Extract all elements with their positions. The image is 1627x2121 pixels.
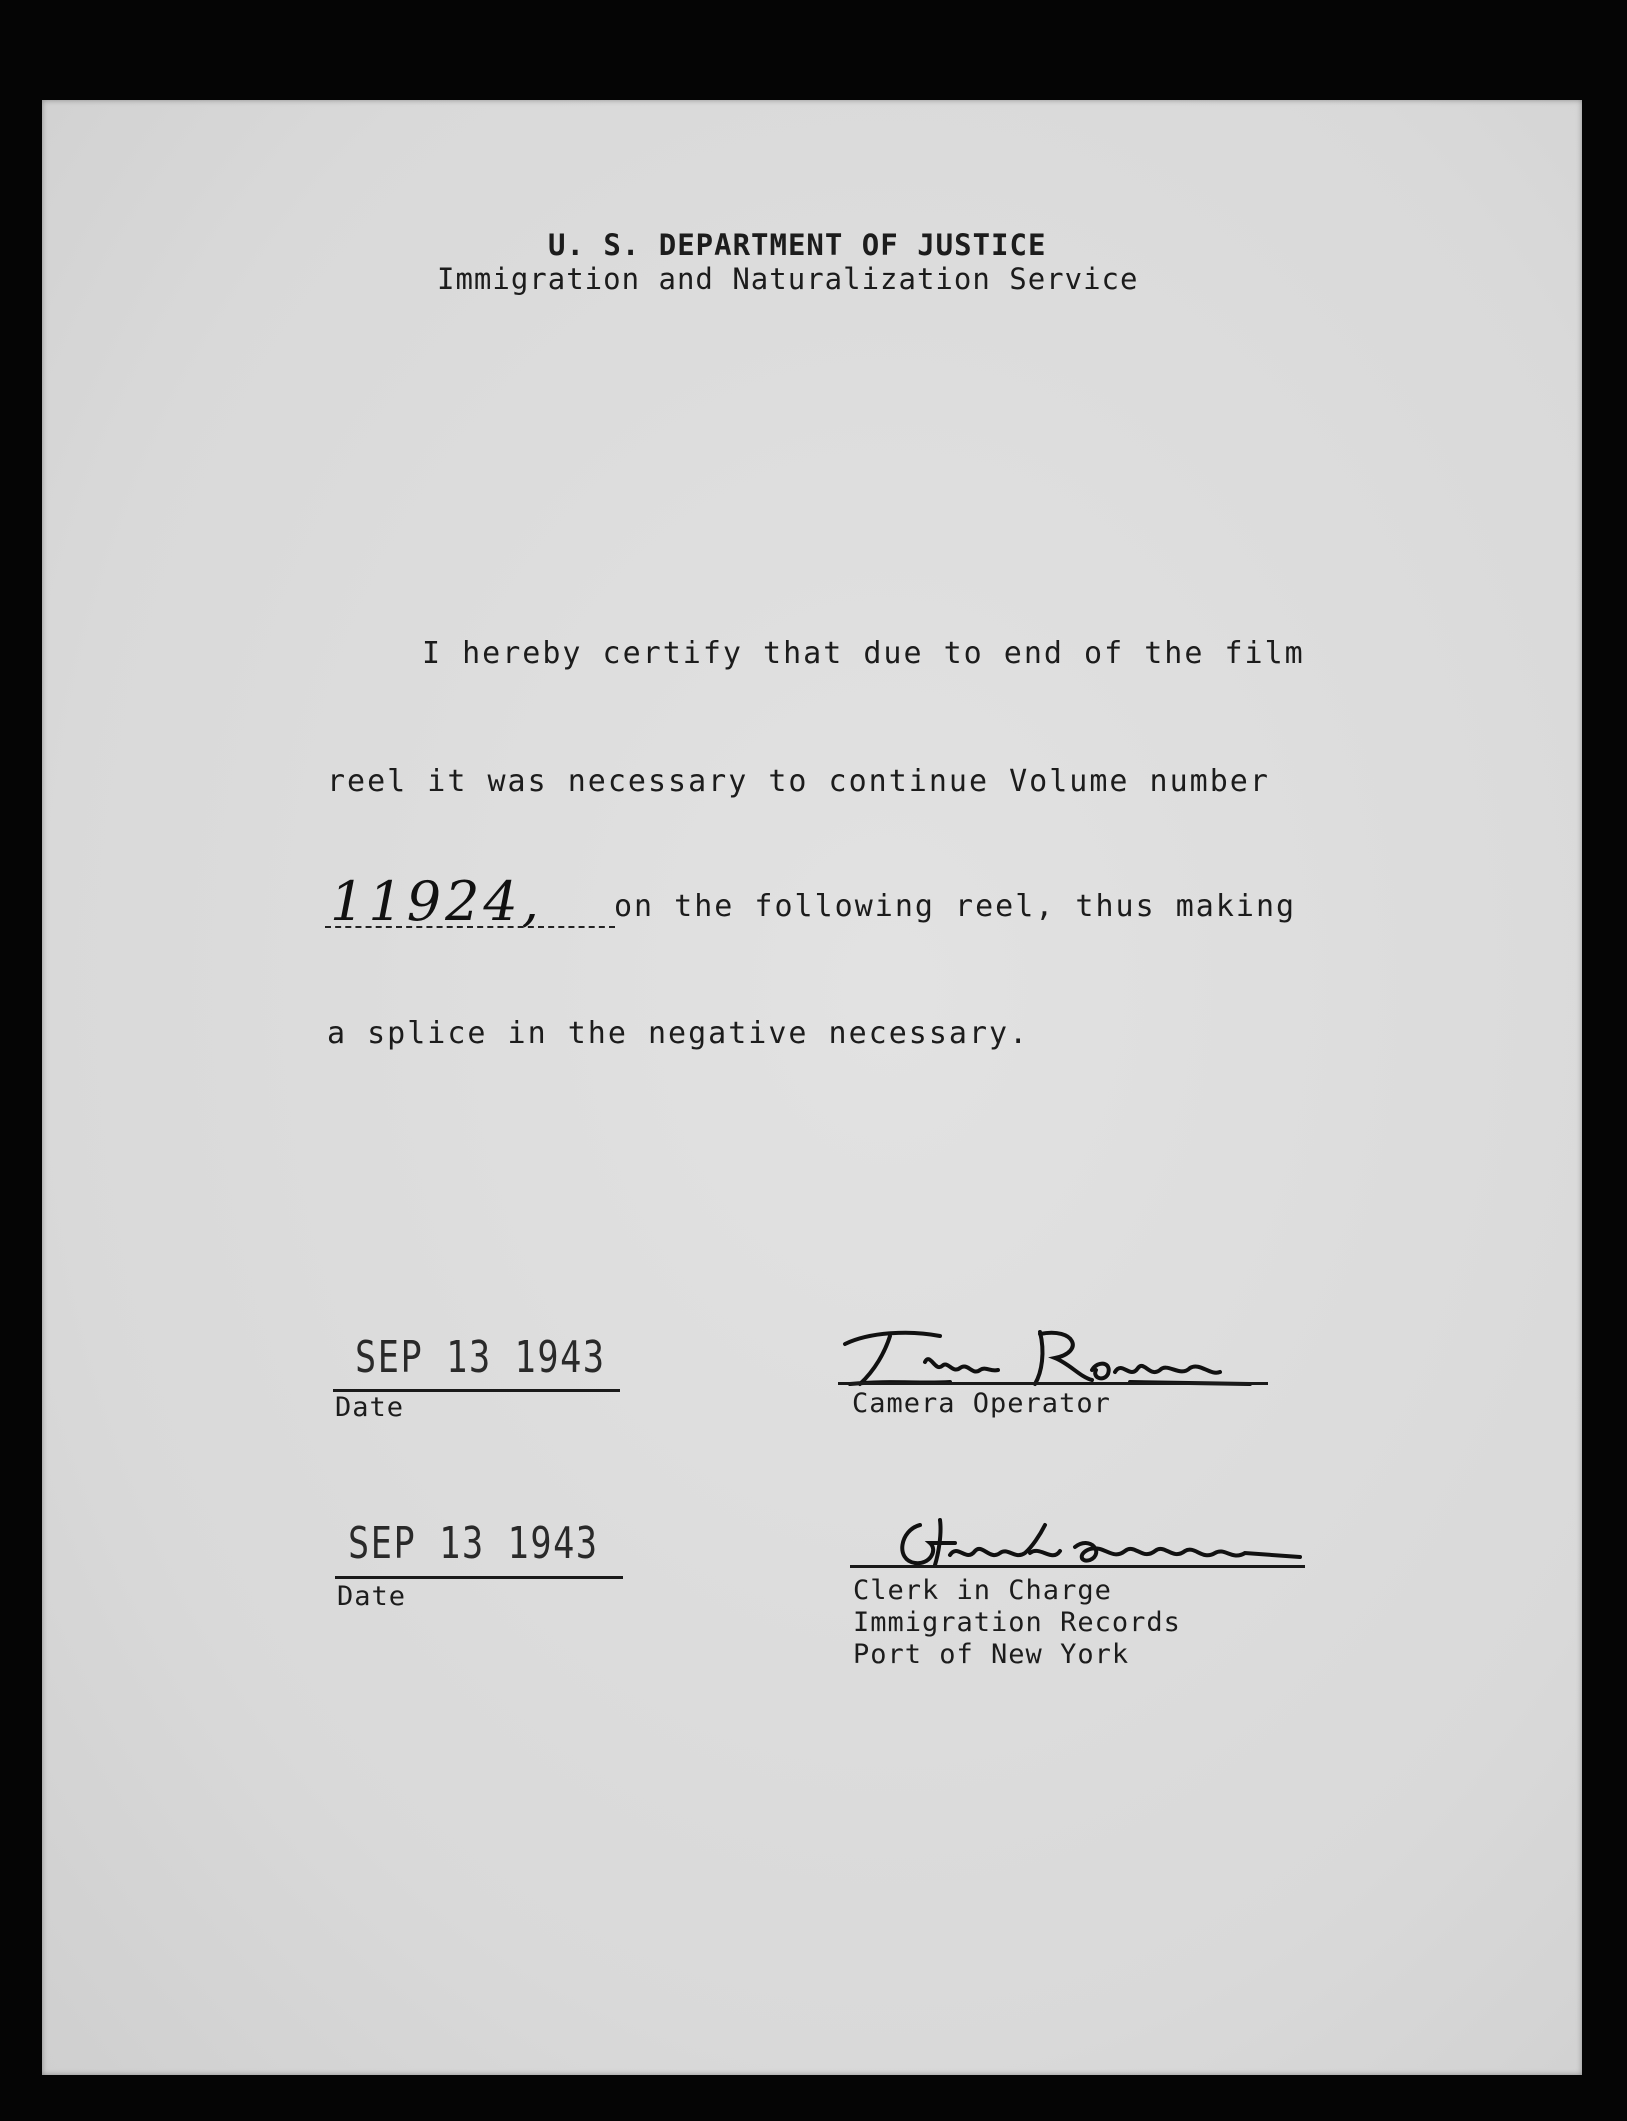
date-label-1: Date [335, 1392, 405, 1423]
paper-sheet [42, 100, 1582, 2075]
certificate-line-4: a splice in the negative necessary. [327, 1016, 1030, 1051]
date-rule-2 [335, 1576, 623, 1579]
date-stamp-2: SEP 13 1943 [348, 1518, 599, 1569]
clerk-location-label: Port of New York [853, 1639, 1130, 1670]
service-heading: Immigration and Naturalization Service [437, 262, 1139, 296]
volume-number-handwritten: 11924, [330, 870, 543, 933]
clerk-department-label: Immigration Records [853, 1607, 1181, 1638]
date-stamp-1: SEP 13 1943 [355, 1332, 606, 1383]
agency-heading: U. S. DEPARTMENT OF JUSTICE [548, 228, 1047, 262]
certificate-line-2: reel it was necessary to continue Volume number [327, 764, 1270, 799]
clerk-title-label: Clerk in Charge [853, 1575, 1112, 1606]
certificate-line-3: on the following reel, thus making [614, 889, 1297, 924]
signature-rule-1 [838, 1382, 1268, 1385]
signature-rule-2 [850, 1565, 1305, 1568]
certificate-line-1: I hereby certify that due to end of the film [422, 636, 1305, 671]
camera-operator-label: Camera Operator [852, 1388, 1111, 1419]
volume-number-underline [325, 926, 615, 928]
date-label-2: Date [337, 1581, 407, 1612]
